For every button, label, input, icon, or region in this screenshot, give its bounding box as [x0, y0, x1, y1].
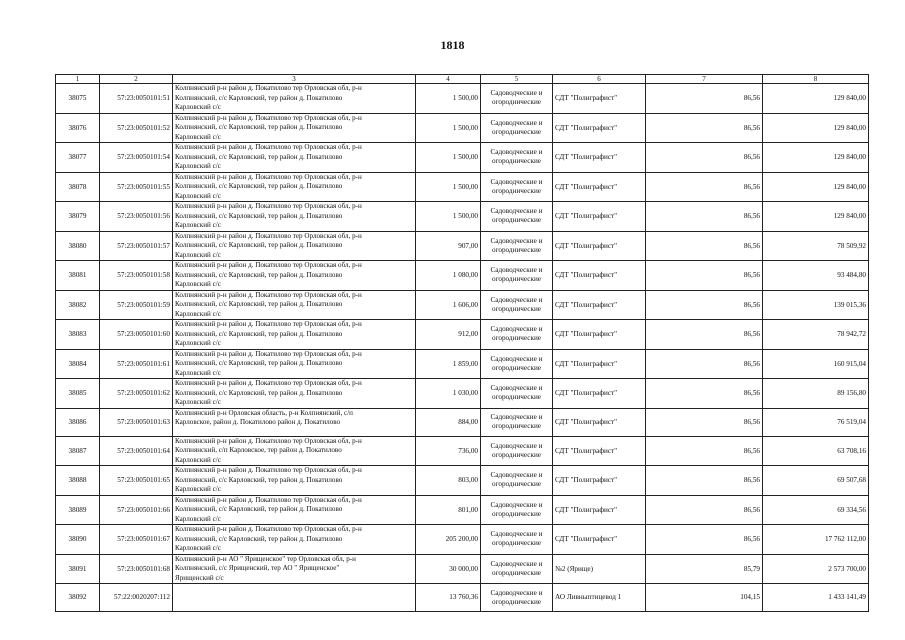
column-number-header: 2 — [100, 75, 173, 84]
row-number: 38083 — [56, 320, 100, 350]
address-cell-line: Карловский с/с — [175, 485, 221, 494]
address-cell-line: Колпнянский р-н район д. Покатилово тер Орловская обл, р-н — [175, 231, 362, 240]
land-category-cell-line: огороднические — [492, 450, 541, 459]
address-cell-line: Колпнянский, с/с Карловский, тер район д. Покатилово — [175, 93, 343, 102]
land-category-cell — [481, 408, 553, 436]
owner-cell: СДТ "Полиграфист" — [553, 231, 646, 261]
owner-cell: СДТ "Полиграфист" — [553, 379, 646, 409]
land-category-cell — [481, 84, 553, 114]
area-cell: 1 030,00 — [416, 379, 481, 409]
cadastral-value-cell: 129 840,00 — [763, 84, 869, 114]
specific-value-cell: 86,56 — [646, 202, 763, 232]
address-cell-line: Колпнянский, с/с Карловский, тер район д. Покатилово — [175, 359, 343, 368]
row-number: 38088 — [56, 466, 100, 496]
land-category-cell-line: Садоводческие и — [490, 325, 543, 334]
land-category-cell — [481, 379, 553, 409]
row-number: 38086 — [56, 408, 100, 436]
row-number: 38085 — [56, 379, 100, 409]
table-row — [56, 231, 869, 261]
address-cell-line: Колпнянский р-н район д. Покатилово тер Орловская обл, р-н — [175, 290, 362, 299]
cadastral-value-cell: 1 433 141,49 — [763, 584, 869, 612]
cadastral-value-cell: 78 509,92 — [763, 231, 869, 261]
address-cell-line: Карловский с/с — [175, 162, 221, 171]
address-cell-line: Колпнянский, с/с Карловский, тер район д. Покатилово — [175, 329, 343, 338]
land-category-cell — [481, 554, 553, 584]
address-cell-line: Карловский с/с — [175, 398, 221, 407]
table-row — [56, 290, 869, 320]
land-category-cell-line: Садоводческие и — [490, 384, 543, 393]
owner-cell: СДТ "Полиграфист" — [553, 84, 646, 114]
land-category-cell-line: Садоводческие и — [490, 207, 543, 216]
cadastral-value-cell: 160 915,04 — [763, 349, 869, 379]
row-number: 38082 — [56, 290, 100, 320]
land-category-cell-line: огороднические — [492, 127, 541, 136]
address-cell-line: Колпнянский, с/с Карловский, тер район д. Покатилово — [175, 241, 343, 250]
area-cell: 912,00 — [416, 320, 481, 350]
cadastral-number: 57:23:0050101:55 — [100, 172, 173, 202]
address-cell-line: Колпнянский р-н район д. Покатилово тер Орловская обл, р-н — [175, 143, 362, 152]
owner-cell: АО Ливныптицевод 1 — [553, 584, 646, 612]
specific-value-cell: 86,56 — [646, 84, 763, 114]
address-cell-line: Колпнянский р-н район д. Покатилово тер Орловская обл, р-н — [175, 436, 362, 445]
row-number: 38092 — [56, 584, 100, 612]
land-category-cell — [481, 231, 553, 261]
address-cell-line: Карловский с/с — [175, 544, 221, 553]
land-category-cell-line: Садоводческие и — [490, 354, 543, 363]
address-cell-line: Карловский с/с — [175, 455, 221, 464]
address-cell — [173, 408, 416, 436]
address-cell — [173, 113, 416, 143]
land-category-cell — [481, 495, 553, 525]
address-cell — [173, 436, 416, 466]
land-category-cell — [481, 172, 553, 202]
owner-cell: СДТ "Полиграфист" — [553, 172, 646, 202]
specific-value-cell: 86,56 — [646, 231, 763, 261]
row-number: 38084 — [56, 349, 100, 379]
column-number-header: 4 — [416, 75, 481, 84]
area-cell: 205 200,00 — [416, 525, 481, 555]
specific-value-cell: 86,56 — [646, 320, 763, 350]
table-row — [56, 554, 869, 584]
table-row — [56, 495, 869, 525]
cadastral-number: 57:23:0050101:65 — [100, 466, 173, 496]
land-category-cell-line: Садоводческие и — [490, 559, 543, 568]
land-category-cell-line: огороднические — [492, 597, 541, 606]
specific-value-cell: 86,56 — [646, 495, 763, 525]
land-category-cell-line: Садоводческие и — [490, 413, 543, 422]
land-category-cell — [481, 525, 553, 555]
address-cell-line: Колпнянский, с/с Карловский, тер район д. Покатилово — [175, 123, 343, 132]
address-cell — [173, 525, 416, 555]
land-category-cell-line: огороднические — [492, 363, 541, 372]
owner-cell: СДТ "Полиграфист" — [553, 436, 646, 466]
land-category-cell-line: Садоводческие и — [490, 177, 543, 186]
owner-cell: СДТ "Полиграфист" — [553, 408, 646, 436]
owner-cell: №2 (Ярище) — [553, 554, 646, 584]
land-category-cell-line: огороднические — [492, 304, 541, 313]
land-category-cell-line: огороднические — [492, 509, 541, 518]
table-row — [56, 320, 869, 350]
address-cell-line: Колпнянский р-н район д. Покатилово тер Орловская обл, р-н — [175, 349, 362, 358]
address-cell-line: Колпнянский р-н район д. Покатилово тер Орловская обл, р-н — [175, 172, 362, 181]
table-row — [56, 143, 869, 173]
land-category-cell-line: Садоводческие и — [490, 295, 543, 304]
land-category-cell — [481, 202, 553, 232]
address-cell — [173, 466, 416, 496]
land-category-cell-line: Садоводческие и — [490, 266, 543, 275]
cadastral-number: 57:23:0050101:51 — [100, 84, 173, 114]
column-number-header: 6 — [553, 75, 646, 84]
land-category-cell — [481, 143, 553, 173]
address-cell-line: Колпнянский р-н район д. Покатилово тер Орловская обл, р-н — [175, 84, 362, 93]
land-category-cell-line: огороднические — [492, 157, 541, 166]
address-cell-line: Колпнянский, с/с Карловский, тер район д. Покатилово — [175, 505, 343, 514]
area-cell: 736,00 — [416, 436, 481, 466]
address-cell — [173, 84, 416, 114]
land-category-cell-line: Садоводческие и — [490, 471, 543, 480]
address-cell-line: Карловский с/с — [175, 514, 221, 523]
address-cell-line: Колпнянский р-н район д. Покатилово тер Орловская обл, р-н — [175, 525, 362, 534]
specific-value-cell: 86,56 — [646, 113, 763, 143]
address-cell-line: Карловское, район д. Покатилово район д. Покатилово — [175, 418, 341, 427]
address-cell-line: Колпнянский, с/с Карловский, тер район д. Покатилово — [175, 388, 343, 397]
specific-value-cell: 86,56 — [646, 408, 763, 436]
row-number: 38089 — [56, 495, 100, 525]
cadastral-number: 57:23:0050101:63 — [100, 408, 173, 436]
land-category-cell-line: Садоводческие и — [490, 500, 543, 509]
address-cell-line: Колпнянский, с/с Карловский, тер район д. Покатилово — [175, 300, 343, 309]
cadastral-number: 57:23:0050101:68 — [100, 554, 173, 584]
cadastral-value-cell: 78 942,72 — [763, 320, 869, 350]
cadastral-value-cell: 63 708,16 — [763, 436, 869, 466]
address-cell-line: Карловский с/с — [175, 191, 221, 200]
page-number: 1818 — [440, 38, 465, 52]
row-number: 38081 — [56, 261, 100, 291]
address-cell-line: Колпнянский, с/с Карловский, тер район д. Покатилово — [175, 182, 343, 191]
row-number: 38075 — [56, 84, 100, 114]
area-cell: 1 859,00 — [416, 349, 481, 379]
address-cell-line: Колпнянский, с/с Карловский, тер район д. Покатилово — [175, 211, 343, 220]
column-number-header: 8 — [763, 75, 869, 84]
address-cell — [173, 584, 416, 612]
area-cell: 884,00 — [416, 408, 481, 436]
area-cell: 1 500,00 — [416, 143, 481, 173]
row-number: 38080 — [56, 231, 100, 261]
cadastral-number: 57:23:0050101:61 — [100, 349, 173, 379]
cadastral-value-cell: 129 840,00 — [763, 113, 869, 143]
specific-value-cell: 86,56 — [646, 436, 763, 466]
specific-value-cell: 86,56 — [646, 290, 763, 320]
address-cell-line: Карловский с/с — [175, 280, 221, 289]
table-row — [56, 202, 869, 232]
address-cell — [173, 231, 416, 261]
land-category-cell — [481, 261, 553, 291]
address-cell-line: Колпнянский р-н район д. Покатилово тер Орловская обл, р-н — [175, 320, 362, 329]
area-cell: 1 080,00 — [416, 261, 481, 291]
specific-value-cell: 86,56 — [646, 261, 763, 291]
land-category-cell-line: огороднические — [492, 539, 541, 548]
cadastral-number: 57:23:0050101:52 — [100, 113, 173, 143]
owner-cell: СДТ "Полиграфист" — [553, 261, 646, 291]
land-category-cell — [481, 290, 553, 320]
owner-cell: СДТ "Полиграфист" — [553, 143, 646, 173]
table-row — [56, 113, 869, 143]
land-category-cell-line: огороднические — [492, 275, 541, 284]
table-body — [56, 75, 869, 612]
cadastral-number: 57:23:0050101:54 — [100, 143, 173, 173]
table-row — [56, 84, 869, 114]
land-category-cell-line: огороднические — [492, 568, 541, 577]
column-number-header: 5 — [481, 75, 553, 84]
address-cell — [173, 379, 416, 409]
area-cell: 801,00 — [416, 495, 481, 525]
land-category-cell-line: Садоводческие и — [490, 148, 543, 157]
specific-value-cell: 86,56 — [646, 379, 763, 409]
address-cell-line: Колпнянский, с/с Карловский, тер район д. Покатилово — [175, 270, 343, 279]
table-row — [56, 349, 869, 379]
cadastral-value-cell: 17 762 112,00 — [763, 525, 869, 555]
address-cell-line: Колпнянский, с/с Карловский, тер район д. Покатилово — [175, 475, 343, 484]
area-cell: 1 500,00 — [416, 202, 481, 232]
land-plots-table — [55, 74, 869, 612]
address-cell-line: Карловский с/с — [175, 103, 221, 112]
table-row — [56, 172, 869, 202]
cadastral-number: 57:23:0050101:64 — [100, 436, 173, 466]
table-row — [56, 466, 869, 496]
area-cell: 1 606,00 — [416, 290, 481, 320]
cadastral-number: 57:23:0050101:60 — [100, 320, 173, 350]
cadastral-value-cell: 69 507,68 — [763, 466, 869, 496]
address-cell-line: Ярищенский с/с — [175, 573, 224, 582]
address-cell-line: Колпнянский, с/п Карловское, тер район д. Покатилово — [175, 446, 342, 455]
row-number: 38091 — [56, 554, 100, 584]
row-number: 38078 — [56, 172, 100, 202]
cadastral-value-cell: 2 573 700,00 — [763, 554, 869, 584]
owner-cell: СДТ "Полиграфист" — [553, 290, 646, 320]
address-cell — [173, 349, 416, 379]
address-cell-line: Колпнянский р-н Орловская область, р-н Колпнянский, с/п — [175, 408, 353, 417]
address-cell — [173, 172, 416, 202]
land-category-cell-line: Садоводческие и — [490, 236, 543, 245]
address-cell-line: Колпнянский р-н район д. Покатилово тер Орловская обл, р-н — [175, 466, 362, 475]
land-category-cell-line: Садоводческие и — [490, 588, 543, 597]
cadastral-number: 57:23:0050101:67 — [100, 525, 173, 555]
owner-cell: СДТ "Полиграфист" — [553, 466, 646, 496]
area-cell: 1 500,00 — [416, 172, 481, 202]
area-cell: 30 000,00 — [416, 554, 481, 584]
area-cell: 1 500,00 — [416, 113, 481, 143]
table-row — [56, 261, 869, 291]
cadastral-number: 57:23:0050101:57 — [100, 231, 173, 261]
land-category-cell-line: огороднические — [492, 98, 541, 107]
land-category-cell — [481, 466, 553, 496]
row-number: 38087 — [56, 436, 100, 466]
cadastral-value-cell: 89 156,80 — [763, 379, 869, 409]
land-category-cell-line: Садоводческие и — [490, 530, 543, 539]
specific-value-cell: 86,56 — [646, 143, 763, 173]
owner-cell: СДТ "Полиграфист" — [553, 525, 646, 555]
address-cell — [173, 320, 416, 350]
address-cell-line: Карловский с/с — [175, 309, 221, 318]
cadastral-value-cell: 93 484,80 — [763, 261, 869, 291]
land-category-cell-line: огороднические — [492, 393, 541, 402]
specific-value-cell: 85,79 — [646, 554, 763, 584]
address-cell-line: Карловский с/с — [175, 221, 221, 230]
row-number: 38077 — [56, 143, 100, 173]
column-number-header-row — [56, 75, 869, 84]
row-number: 38076 — [56, 113, 100, 143]
cadastral-number: 57:22:0020207:112 — [100, 584, 173, 612]
specific-value-cell: 86,56 — [646, 172, 763, 202]
land-category-cell-line: огороднические — [492, 245, 541, 254]
land-category-cell-line: огороднические — [492, 186, 541, 195]
land-category-cell — [481, 436, 553, 466]
table-row — [56, 584, 869, 612]
owner-cell: СДТ "Полиграфист" — [553, 320, 646, 350]
owner-cell: СДТ "Полиграфист" — [553, 113, 646, 143]
cadastral-number: 57:23:0050101:62 — [100, 379, 173, 409]
address-cell-line: Колпнянский р-н АО " Ярищенское" тер Орловская обл, р-н — [175, 554, 356, 563]
owner-cell: СДТ "Полиграфист" — [553, 349, 646, 379]
land-category-cell-line: огороднические — [492, 480, 541, 489]
table-row — [56, 379, 869, 409]
table-row — [56, 525, 869, 555]
land-category-cell — [481, 113, 553, 143]
cadastral-number: 57:23:0050101:58 — [100, 261, 173, 291]
address-cell-line: Колпнянский, с/с Ярищенский, тер АО " Ярищенское" — [175, 564, 340, 573]
address-cell-line: Карловский с/с — [175, 339, 221, 348]
address-cell — [173, 495, 416, 525]
column-number-header: 7 — [646, 75, 763, 84]
area-cell: 803,00 — [416, 466, 481, 496]
address-cell-line: Колпнянский р-н район д. Покатилово тер Орловская обл, р-н — [175, 202, 362, 211]
specific-value-cell: 104,15 — [646, 584, 763, 612]
table-row — [56, 408, 869, 436]
land-category-cell-line: огороднические — [492, 334, 541, 343]
address-cell-line: Колпнянский р-н район д. Покатилово тер Орловская обл, р-н — [175, 379, 362, 388]
land-category-cell-line: огороднические — [492, 422, 541, 431]
area-cell: 13 760,36 — [416, 584, 481, 612]
specific-value-cell: 86,56 — [646, 466, 763, 496]
table-row — [56, 436, 869, 466]
address-cell-line: Карловский с/с — [175, 368, 221, 377]
cadastral-value-cell: 129 840,00 — [763, 202, 869, 232]
area-cell: 1 500,00 — [416, 84, 481, 114]
column-number-header: 3 — [173, 75, 416, 84]
row-number: 38079 — [56, 202, 100, 232]
cadastral-number: 57:23:0050101:56 — [100, 202, 173, 232]
address-cell-line: Колпнянский р-н район д. Покатилово тер Орловская обл, р-н — [175, 261, 362, 270]
column-number-header: 1 — [56, 75, 100, 84]
address-cell-line: Колпнянский, с/с Карловский, тер район д. Покатилово — [175, 534, 343, 543]
cadastral-value-cell: 76 519,04 — [763, 408, 869, 436]
land-category-cell-line: Садоводческие и — [490, 89, 543, 98]
address-cell — [173, 202, 416, 232]
land-category-cell-line: Садоводческие и — [490, 118, 543, 127]
land-category-cell — [481, 584, 553, 612]
cadastral-number: 57:23:0050101:66 — [100, 495, 173, 525]
address-cell-line: Карловский с/с — [175, 132, 221, 141]
cadastral-value-cell: 129 840,00 — [763, 172, 869, 202]
owner-cell: СДТ "Полиграфист" — [553, 495, 646, 525]
land-category-cell-line: Садоводческие и — [490, 441, 543, 450]
address-cell — [173, 143, 416, 173]
address-cell-line: Колпнянский р-н район д. Покатилово тер Орловская обл, р-н — [175, 495, 362, 504]
area-cell: 907,00 — [416, 231, 481, 261]
address-cell — [173, 554, 416, 584]
cadastral-value-cell: 139 015,36 — [763, 290, 869, 320]
address-cell-line: Колпнянский р-н район д. Покатилово тер Орловская обл, р-н — [175, 113, 362, 122]
cadastral-number: 57:23:0050101:59 — [100, 290, 173, 320]
specific-value-cell: 86,56 — [646, 525, 763, 555]
land-category-cell — [481, 349, 553, 379]
row-number: 38090 — [56, 525, 100, 555]
cadastral-value-cell: 69 334,56 — [763, 495, 869, 525]
address-cell — [173, 261, 416, 291]
owner-cell: СДТ "Полиграфист" — [553, 202, 646, 232]
specific-value-cell: 86,56 — [646, 349, 763, 379]
address-cell-line: Карловский с/с — [175, 250, 221, 259]
address-cell-line: Колпнянский, с/с Карловский, тер район д. Покатилово — [175, 152, 343, 161]
land-category-cell-line: огороднические — [492, 216, 541, 225]
address-cell — [173, 290, 416, 320]
land-category-cell — [481, 320, 553, 350]
cadastral-value-cell: 129 840,00 — [763, 143, 869, 173]
